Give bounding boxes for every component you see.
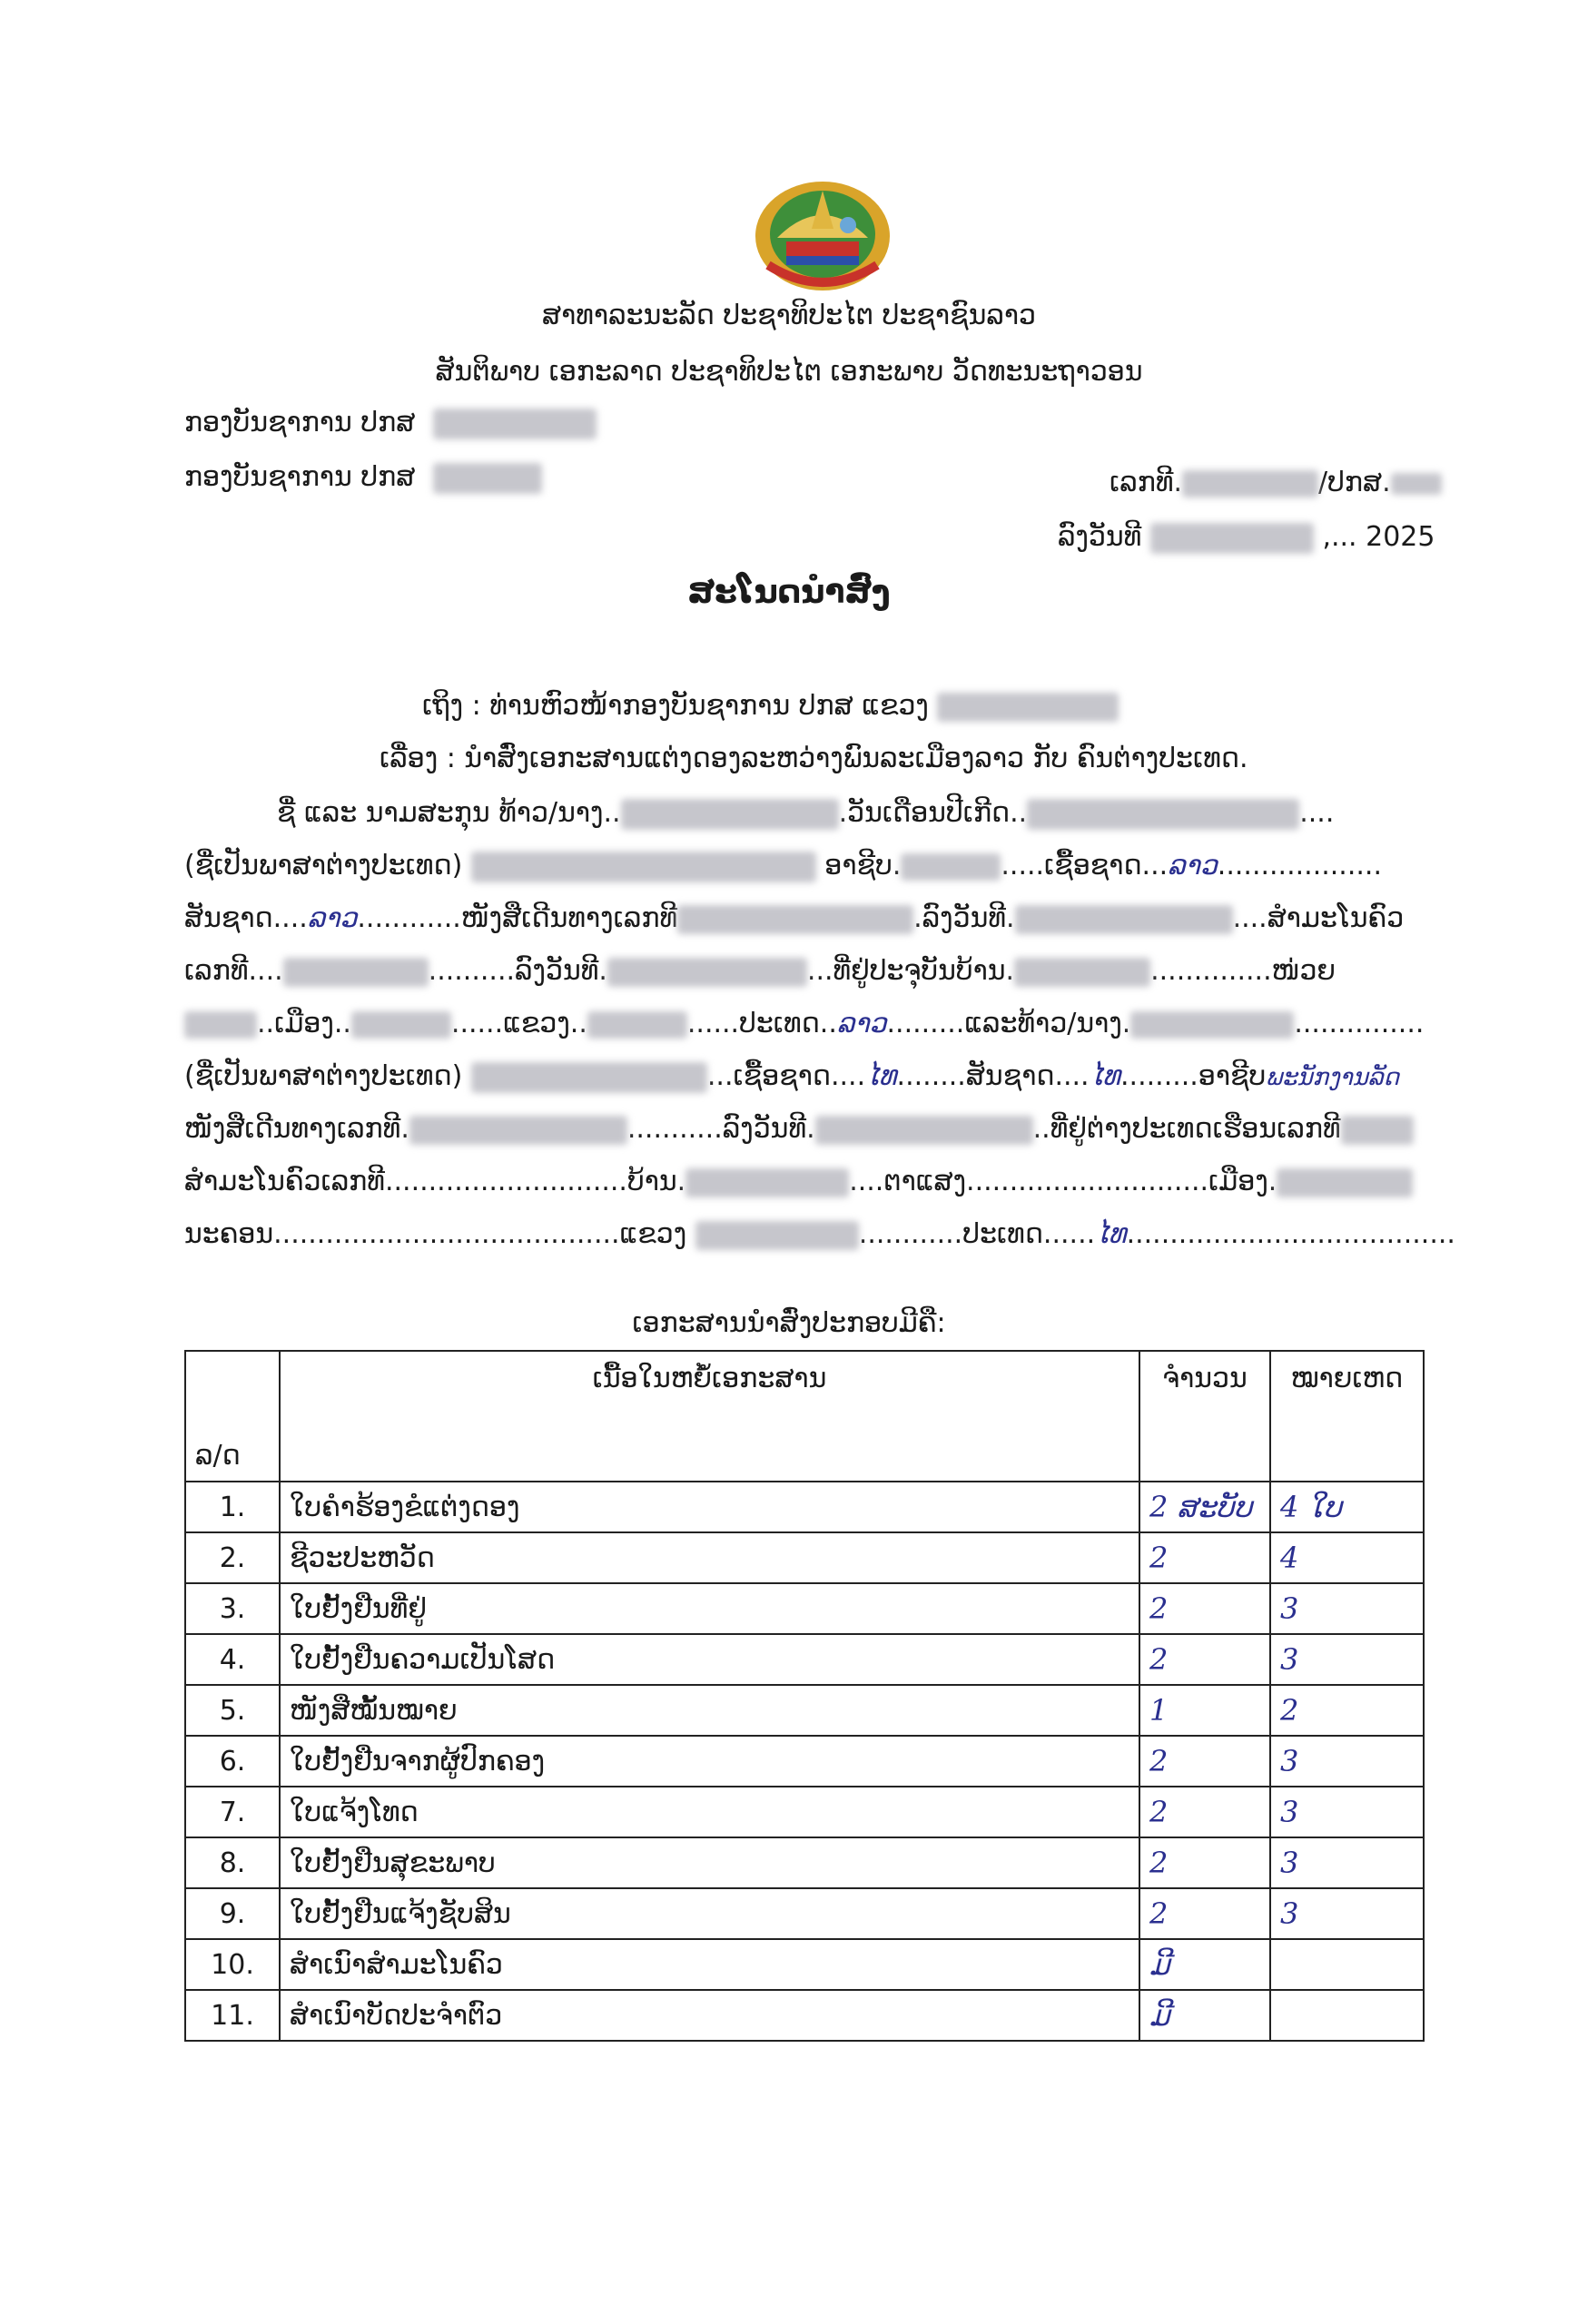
redacted-field [409, 1116, 627, 1145]
row-quantity: 2 [1139, 1888, 1270, 1939]
redacted-field [184, 1011, 257, 1039]
redacted-field [1341, 1116, 1414, 1145]
line-text: ສຳມະໂນຄົວເລກທີ............................ບ້ານ. [184, 1166, 686, 1197]
redacted-field [471, 1062, 707, 1093]
line-text: ..........ລົງວັນທີ. [428, 955, 607, 987]
redacted-field [471, 852, 816, 882]
ref-no-suffix: /ປກສ. [1318, 467, 1391, 498]
row-quantity: 2 [1139, 1787, 1270, 1837]
table-row [185, 1736, 1424, 1787]
table-row [185, 1939, 1424, 1990]
line-text: ............ໜັງສືເດີນທາງເລກທີ [357, 902, 678, 934]
line-text: ...ທີ່ຢູ່ປະຈຸບັນບ້ານ. [806, 955, 1015, 987]
line-text: .... [1299, 797, 1335, 829]
row-number: 10. [185, 1939, 280, 1990]
row-description: ສຳເນົາບັດປະຈຳຕົວ [280, 1990, 1139, 2041]
row-note: 4 [1270, 1532, 1424, 1583]
row-quantity: ມີ [1139, 1990, 1270, 2041]
row-note: 3 [1270, 1888, 1424, 1939]
handwritten-country: ລາວ [836, 1008, 887, 1039]
row-description: ໃບຢັ້ງຢືນທີ່ຢູ່ [280, 1583, 1139, 1634]
line-text: ...................................... [1126, 1218, 1455, 1250]
redacted-field [607, 958, 807, 987]
row-number: 8. [185, 1837, 280, 1888]
redacted-field [1277, 1168, 1413, 1197]
table-header-row [185, 1351, 1424, 1482]
redacted-field [815, 1116, 1033, 1145]
redacted-field [283, 958, 429, 987]
row-description: ໃບຢັ້ງຢືນສຸຂະພາບ [280, 1837, 1139, 1888]
column-header-no: ລ/ດ [185, 1351, 280, 1482]
date-label: ລົງວັນທີ [1058, 521, 1142, 553]
applicant-name-line [277, 797, 1334, 830]
line-text: (ຊື່ເປັນພາສາຕ່າງປະເທດ) [184, 850, 463, 881]
line-text: ..............ໜ່ວຍ [1150, 955, 1336, 987]
redacted-field [1391, 473, 1442, 495]
line-text: ...ເຊື້ອຊາດ.... [706, 1060, 866, 1092]
handwritten-nationality: ລາວ [307, 902, 358, 934]
row-description: ໜັງສືໝັ້ນໝາຍ [280, 1685, 1139, 1736]
row-description: ສຳເນົາສຳມະໂນຄົວ [280, 1939, 1139, 1990]
line-text: ................... [1217, 850, 1382, 881]
line-text: ............ປະເທດ...... [858, 1218, 1096, 1250]
national-emblem [750, 174, 895, 294]
line-text: ຊື່ ແລະ ນາມສະກຸນ ທ້າວ/ນາງ.. [277, 797, 621, 829]
row-number: 5. [185, 1685, 280, 1736]
line-text: ......ປະເທດ.. [686, 1008, 837, 1039]
line-text: .....ເຊື້ອຊາດ... [1001, 850, 1169, 881]
row-quantity: 2 [1139, 1634, 1270, 1685]
partner-foreign-name-line [184, 1060, 1399, 1093]
row-description: ຊີວະປະຫວັດ [280, 1532, 1139, 1583]
redacted-field [677, 905, 913, 934]
row-number: 2. [185, 1532, 280, 1583]
applicant-passport-line [184, 902, 1404, 934]
line-text: (ຊື່ເປັນພາສາຕ່າງປະເທດ) [184, 1060, 463, 1092]
line-text: ............... [1294, 1008, 1425, 1039]
redacted-field [621, 799, 839, 830]
row-note [1270, 1939, 1424, 1990]
row-quantity: 2 [1139, 1532, 1270, 1583]
line-text: ເລກທີ.... [184, 955, 283, 987]
line-text: ...........ລົງວັນທີ. [626, 1113, 815, 1145]
row-quantity: 2 [1139, 1583, 1270, 1634]
office-line-2 [184, 461, 542, 494]
redacted-field [351, 1011, 451, 1039]
redacted-field [1015, 905, 1233, 934]
line-text: ອາຊີບ. [824, 850, 902, 881]
row-description: ໃບຢັ້ງຢືນຄວາມເປັນໂສດ [280, 1634, 1139, 1685]
addressee-line [422, 690, 1119, 722]
redacted-field [587, 1011, 687, 1039]
line-text: ....ຕາແສງ............................ເມືອງ. [849, 1166, 1277, 1197]
line-text: .ລົງວັນທີ. [913, 902, 1015, 934]
office-label-2: ກອງບັນຊາການ ປກສ [184, 461, 416, 493]
row-quantity: 2 [1139, 1736, 1270, 1787]
row-quantity: 2 ສະບັບ [1139, 1482, 1270, 1532]
date-year: ,... 2025 [1322, 521, 1435, 553]
row-note: 3 [1270, 1583, 1424, 1634]
handwritten-occupation: ພະນັກງານລັດ [1266, 1064, 1400, 1091]
row-number: 7. [185, 1787, 280, 1837]
addressee-text: ເຖິງ : ທ່ານຫົວໜ້າກອງບັນຊາການ ປກສ ແຂວງ [422, 690, 929, 722]
redacted-field [1014, 958, 1150, 987]
table-row [185, 1888, 1424, 1939]
redacted-field [1182, 470, 1318, 497]
table-row [185, 1634, 1424, 1685]
column-header-description: ເນື້ອໃນຫຍໍ້ເອກະສານ [280, 1351, 1139, 1482]
redacted-field [1150, 523, 1314, 554]
partner-address-line [184, 1166, 1413, 1197]
line-text: .........ແລະທ້າວ/ນາງ. [886, 1008, 1131, 1039]
row-number: 3. [185, 1583, 280, 1634]
row-number: 9. [185, 1888, 280, 1939]
row-note: 3 [1270, 1736, 1424, 1787]
office-label-1: ກອງບັນຊາການ ປກສ [184, 407, 416, 438]
motto-line: ສັນຕິພາບ ເອກະລາດ ປະຊາທິປະໄຕ ເອກະພາບ ວັດທະນະຖາວອນ [435, 356, 1143, 388]
handwritten-nationality: ໄທ [1089, 1060, 1121, 1092]
line-text: ..ເມືອງ.. [257, 1008, 351, 1039]
table-row [185, 1837, 1424, 1888]
row-note [1270, 1990, 1424, 2041]
redacted-field [1130, 1011, 1294, 1039]
handwritten-ethnicity: ລາວ [1168, 850, 1218, 881]
row-description: ໃບຢັ້ງຢືນຈາກຜູ້ປົກຄອງ [280, 1736, 1139, 1787]
row-note: 4 ໃບ [1270, 1482, 1424, 1532]
partner-passport-line [184, 1113, 1414, 1145]
line-text: .........ອາຊີບ [1120, 1060, 1267, 1092]
line-text: .ວັນເດືອນປີເກີດ.. [838, 797, 1028, 829]
row-quantity: ມີ [1139, 1939, 1270, 1990]
table-row [185, 1787, 1424, 1837]
redacted-field [433, 463, 542, 494]
documents-caption: ເອກະສານນຳສົ່ງປະກອບມີຄື: [632, 1307, 946, 1339]
row-description: ໃບຄຳຮ້ອງຂໍແຕ່ງດອງ [280, 1482, 1139, 1532]
office-line-1 [184, 407, 597, 439]
column-header-note: ໝາຍເຫດ [1270, 1351, 1424, 1482]
reference-number [1110, 467, 1442, 498]
table-row [185, 1685, 1424, 1736]
line-text: ໜັງສືເດີນທາງເລກທີ. [184, 1113, 409, 1145]
row-note: 3 [1270, 1634, 1424, 1685]
row-number: 11. [185, 1990, 280, 2041]
applicant-census-line [184, 955, 1336, 987]
documents-table [184, 1350, 1425, 2042]
row-number: 6. [185, 1736, 280, 1787]
applicant-address-line [184, 1008, 1424, 1039]
redacted-field [901, 853, 1001, 881]
handwritten-country: ໄທ [1095, 1218, 1127, 1250]
column-header-quantity: ຈຳນວນ [1139, 1351, 1270, 1482]
row-note: 3 [1270, 1837, 1424, 1888]
row-quantity: 1 [1139, 1685, 1270, 1736]
line-text: ....ສຳມະໂນຄົວ [1232, 902, 1405, 934]
line-text: ນະຄອນ........................................ແຂວງ [184, 1218, 687, 1250]
row-number: 1. [185, 1482, 280, 1532]
line-text: ......ແຂວງ.. [450, 1008, 587, 1039]
applicant-foreign-name-line [184, 850, 1382, 882]
redacted-field [1027, 799, 1299, 830]
row-number: 4. [185, 1634, 280, 1685]
redacted-field [685, 1168, 849, 1197]
row-description: ໃບແຈ້ງໂທດ [280, 1787, 1139, 1837]
redacted-field [695, 1221, 859, 1250]
line-text: ........ສັນຊາດ.... [896, 1060, 1090, 1092]
document-title: ສະໂນດນຳສົ່ງ [687, 574, 891, 611]
table-row [185, 1990, 1424, 2041]
document-date [1058, 521, 1435, 554]
redacted-field [433, 409, 597, 439]
partner-city-line [184, 1218, 1455, 1250]
row-description: ໃບຢັ້ງຢືນແຈ້ງຊັບສິນ [280, 1888, 1139, 1939]
row-note: 2 [1270, 1685, 1424, 1736]
line-text: ສັນຊາດ.... [184, 902, 308, 934]
subject-line: ເລື່ອງ : ນຳສົ່ງເອກະສານແຕ່ງດອງລະຫວ່າງພົນລະເມືອງລາວ ກັບ ຄົນຕ່າງປະເທດ. [380, 743, 1248, 774]
redacted-field [937, 693, 1119, 722]
handwritten-ethnicity: ໄທ [865, 1060, 897, 1092]
republic-line: ສາທາລະນະລັດ ປະຊາທິປະໄຕ ປະຊາຊົນລາວ [542, 300, 1036, 331]
table-row [185, 1583, 1424, 1634]
table-row [185, 1532, 1424, 1583]
table-row [185, 1482, 1424, 1532]
line-text: ..ທີ່ຢູ່ຕ່າງປະເທດເຮືອນເລກທີ [1032, 1113, 1341, 1145]
ref-no-label: ເລກທີ. [1110, 467, 1183, 498]
row-quantity: 2 [1139, 1837, 1270, 1888]
row-note: 3 [1270, 1787, 1424, 1837]
